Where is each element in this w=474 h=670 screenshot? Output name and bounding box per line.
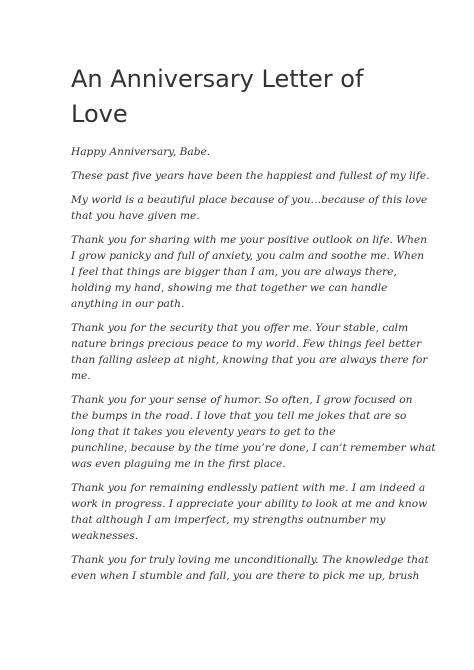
text-line: was even plaguing me in the first place. [71,458,286,470]
text-line: work in progress. I appreciate your ability to look at me and know [71,498,428,510]
text-line: Thank you for your sense of humor. So often, I grow focused on [71,394,413,406]
paragraph [71,552,429,584]
letter-title-line: An Anniversary Letter of [71,65,364,93]
text-line: me. [71,370,91,382]
text-line: I feel that things are bigger than I am, you are always there, [71,266,397,278]
text-line: Happy Anniversary, Babe. [71,146,211,158]
letter-body [71,144,436,592]
paragraph [71,320,428,384]
text-line: nature brings precious peace to my world. Few things feel better [71,338,422,350]
text-line: long that it takes you eleventy years to get to the [71,426,336,438]
paragraph [71,392,436,472]
text-line: weaknesses. [71,530,139,542]
letter-title [71,62,411,132]
text-line: holding my hand, showing me that together we can handle [71,282,388,294]
text-line: I grow panicky and full of anxiety, you calm and soothe me. When [71,250,425,262]
text-line: Thank you for sharing with me your positive outlook on life. When [71,234,428,246]
text-line: Thank you for the security that you offer me. Your stable, calm [71,322,409,334]
paragraph [71,480,428,544]
text-line: Thank you for remaining endlessly patient with me. I am indeed a [71,482,426,494]
greeting-paragraph [71,144,411,160]
text-line: that although I am imperfect, my strengths outnumber my [71,514,386,526]
text-line: the bumps in the road. I love that you tell me jokes that are so [71,410,407,422]
text-line: punchline, because by the time you’re done, I can’t remember what [71,442,436,454]
text-line: even when I stumble and fall, you are there to pick me up, brush [71,570,420,582]
text-line: that you have given me. [71,210,200,222]
paragraph [71,232,428,312]
letter-title-line: Love [71,100,128,128]
text-line: than falling asleep at night, knowing that you are always there for [71,354,428,366]
text-line: My world is a beautiful place because of you…because of this love [71,194,428,206]
text-line: anything in our path. [71,298,185,310]
text-line: Thank you for truly loving me unconditionally. The knowledge that [71,554,429,566]
paragraph [71,168,430,184]
paragraph [71,192,428,224]
text-line: These past five years have been the happiest and fullest of my life. [71,170,430,182]
